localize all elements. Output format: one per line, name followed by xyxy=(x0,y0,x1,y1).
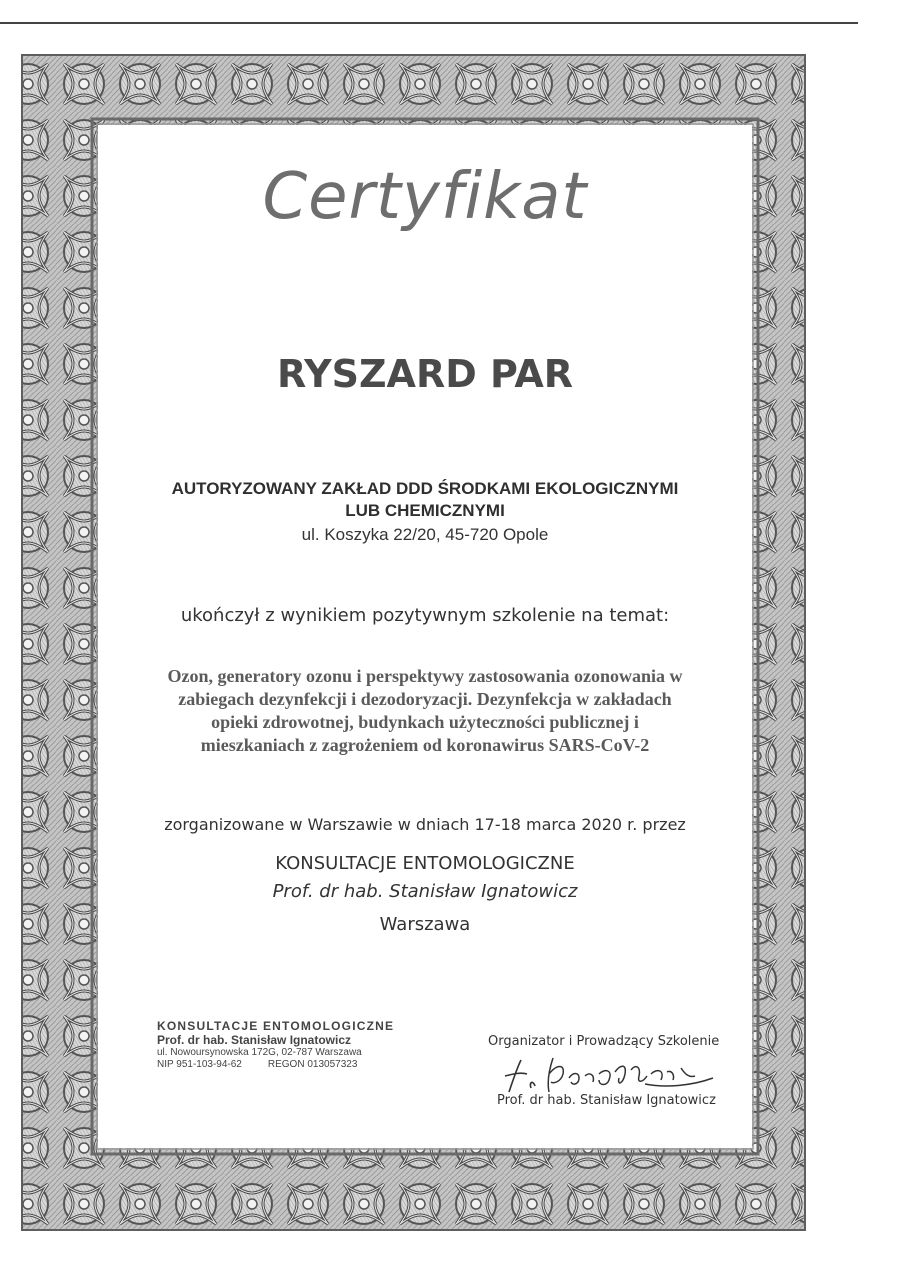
company-name xyxy=(100,478,750,522)
organizer-city: Warszawa xyxy=(379,914,471,935)
training-topic-line: zabiegach dezynfekcji i dezodoryzacji. Dezynfekcja w zakładach xyxy=(178,689,672,709)
handwritten-signature xyxy=(495,1052,725,1098)
signer-name: Prof. dr hab. Stanisław Ignatowicz xyxy=(497,1093,716,1108)
stamp-title: KONSULTACJE ENTOMOLOGICZNE xyxy=(157,1019,395,1033)
stamp-regon: REGON 013057323 xyxy=(267,1059,358,1070)
organized-statement: zorganizowane w Warszawie w dniach 17-18 marca 2020 r. przez xyxy=(164,815,686,834)
stamp-person: Prof. dr hab. Stanisław Ignatowicz xyxy=(157,1033,352,1047)
signature-label: Organizator i Prowadzący Szkolenie xyxy=(488,1034,720,1049)
stamp-nip: NIP 951-103-94-62 xyxy=(157,1059,242,1070)
completion-statement: ukończył z wynikiem pozytywnym szkolenie na temat: xyxy=(180,605,670,626)
training-topic-line: opieki zdrowotnej, budynkach użyteczności publicznej i xyxy=(211,712,639,732)
training-topic xyxy=(120,665,730,757)
training-topic-line: Ozon, generatory ozonu i perspektywy zastosowania ozonowania w xyxy=(167,666,683,686)
company-name-line-1: AUTORYZOWANY ZAKŁAD DDD ŚRODKAMI EKOLOGICZNYMI xyxy=(171,479,679,498)
stamp-address: ul. Nowoursynowska 172G, 02-787 Warszawa xyxy=(157,1047,362,1058)
company-address: ul. Koszyka 22/20, 45-720 Opole xyxy=(301,525,549,544)
organizer-person: Prof. dr hab. Stanisław Ignatowicz xyxy=(272,881,578,902)
company-name-line-2: LUB CHEMICZNYMI xyxy=(345,501,505,520)
recipient-name: RYSZARD PAR xyxy=(276,352,574,396)
stamp-ids xyxy=(157,1059,397,1071)
training-topic-line: mieszkaniach z zagrożeniem od koronawirus SARS-CoV-2 xyxy=(200,735,650,755)
certificate-title: Certyfikat xyxy=(262,160,588,234)
organizer-name: KONSULTACJE ENTOMOLOGICZNE xyxy=(275,853,575,874)
organizer-stamp xyxy=(157,1019,397,1071)
